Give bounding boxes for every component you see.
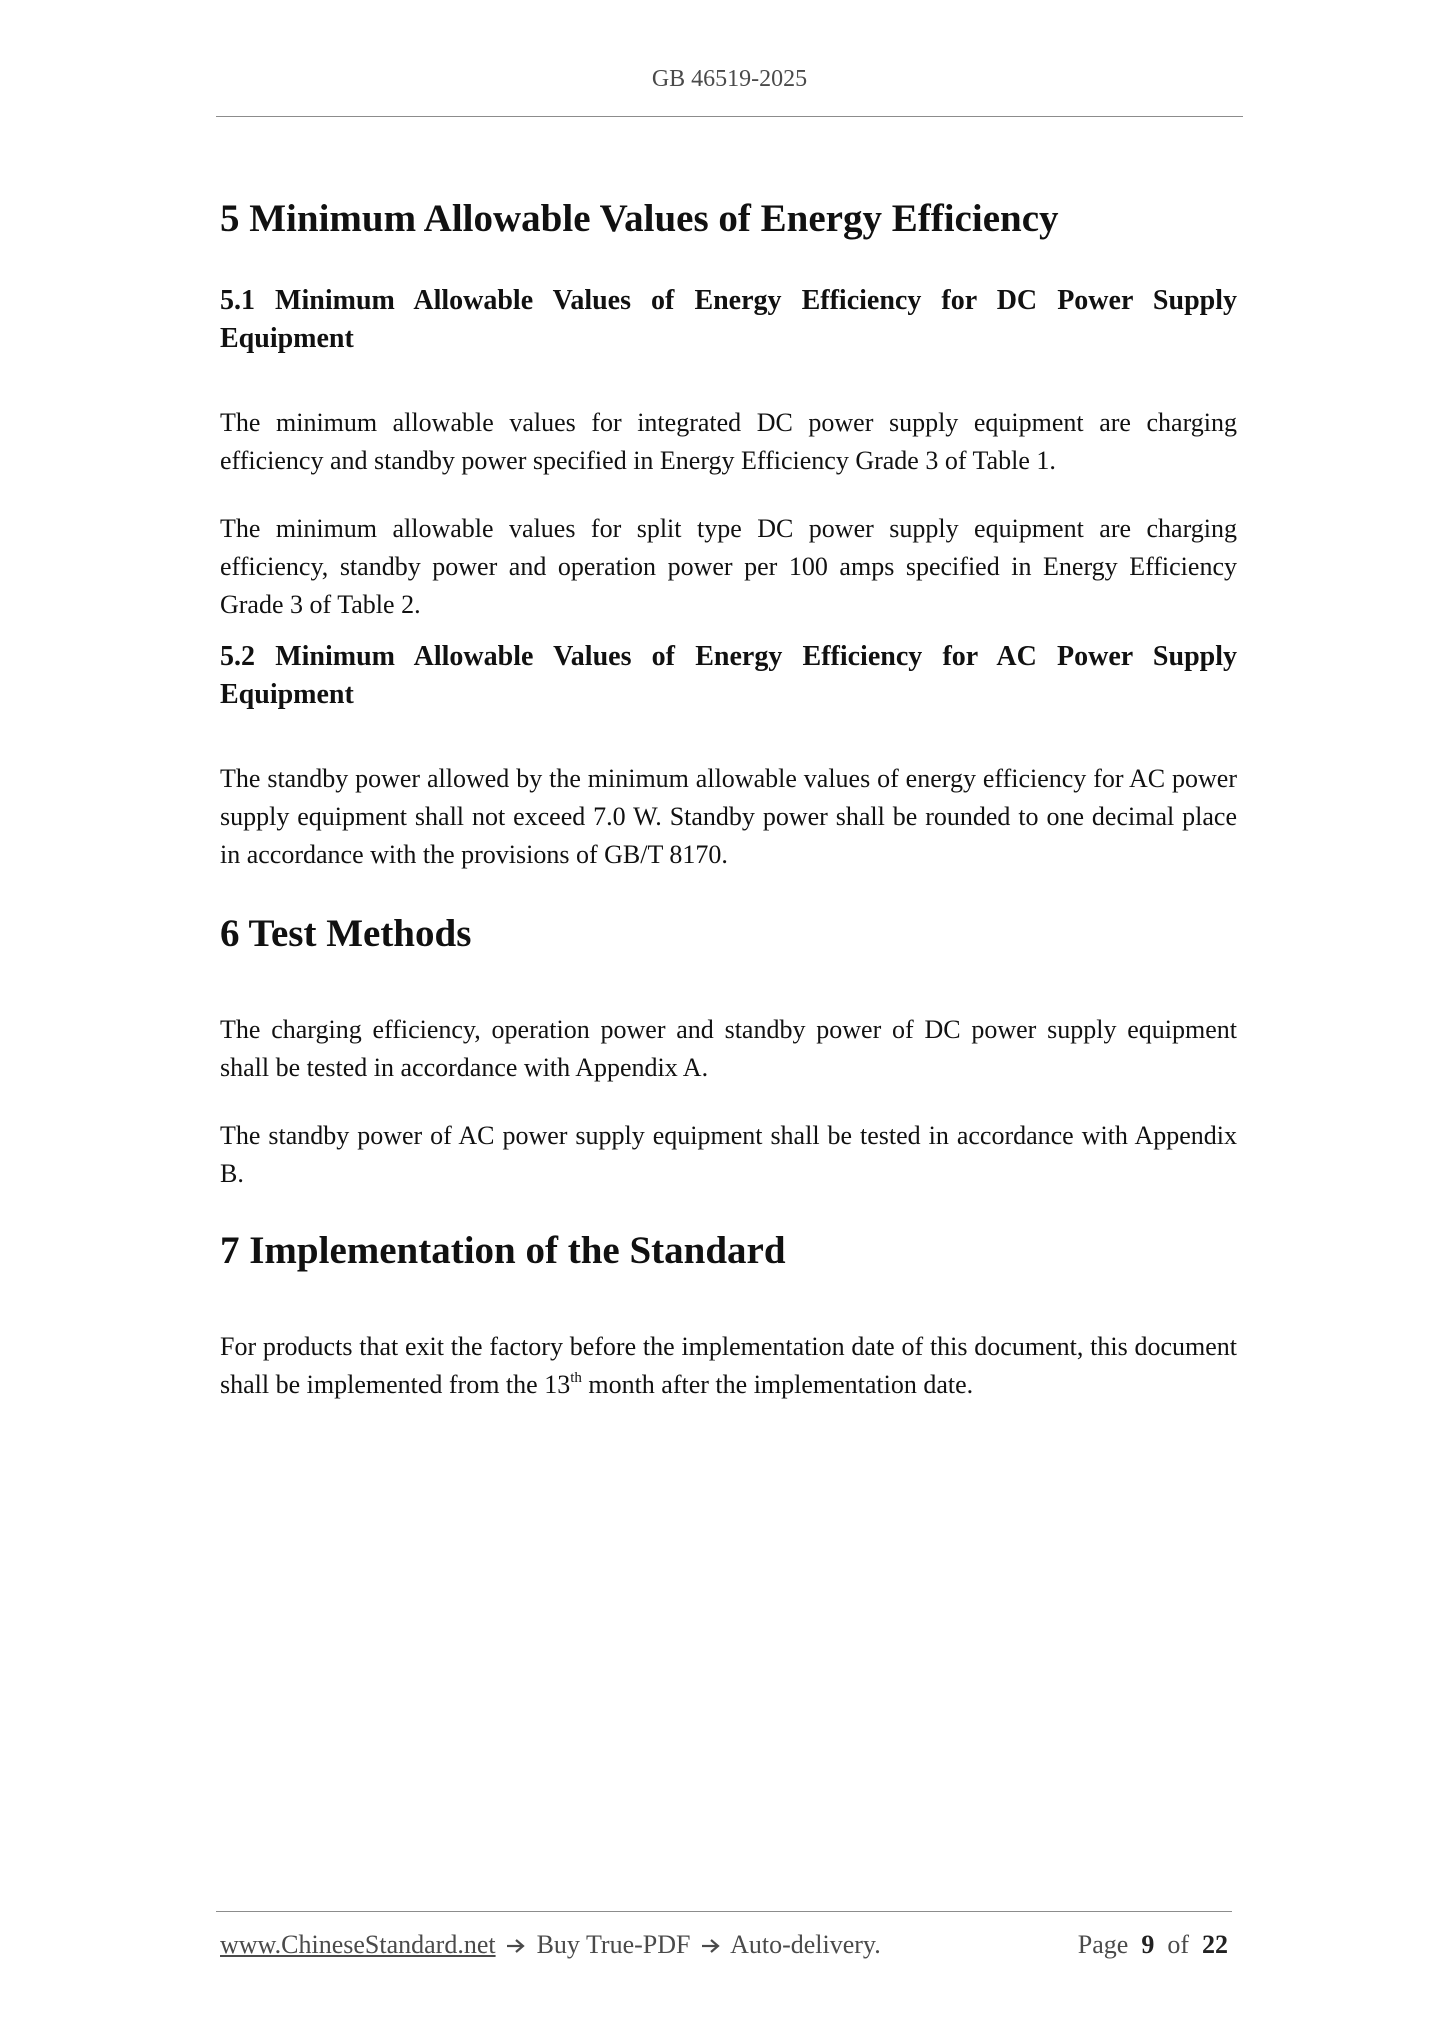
buy-pdf-text: Buy True-PDF [536, 1930, 691, 1959]
section-5-1-heading-line2: Equipment [220, 323, 354, 354]
section-5-2-heading [220, 638, 1237, 714]
page-footer [220, 1930, 1232, 1964]
right-arrow-icon [506, 1930, 526, 1960]
ordinal-suffix: th [570, 1370, 582, 1386]
section-5-1-heading-line1: 5.1 Minimum Allowable Values of Energy Efficiency for DC Power Supply [220, 285, 1237, 316]
section-5-1-heading [220, 282, 1237, 358]
of-label: of [1167, 1930, 1189, 1959]
section-5-2-heading-line2: Equipment [220, 679, 354, 710]
page-label: Page [1077, 1930, 1129, 1959]
auto-delivery-text: Auto-delivery. [730, 1930, 881, 1959]
footer-promo [220, 1930, 881, 1960]
section-7-heading: 7 Implementation of the Standard [220, 1229, 786, 1272]
total-pages: 22 [1202, 1930, 1228, 1959]
section-6-paragraph-1: The charging efficiency, operation power and standby power of DC power supply equipment shall be tested in accordance with Appendix A. [220, 1015, 1237, 1082]
section-5-1-paragraph-1: The minimum allowable values for integrated DC power supply equipment are charging efficiency and standby power specified in Energy Efficiency Grade 3 of Table 1. [220, 408, 1237, 475]
section-6-paragraph-2: The standby power of AC power supply equipment shall be tested in accordance with Appendix B. [220, 1121, 1237, 1188]
footer-divider [216, 1911, 1232, 1912]
section-6-heading: 6 Test Methods [220, 912, 472, 955]
current-page-number: 9 [1141, 1930, 1155, 1959]
section-5-2-heading-line1: 5.2 Minimum Allowable Values of Energy Efficiency for AC Power Supply [220, 641, 1237, 672]
website-link[interactable]: www.ChineseStandard.net [220, 1930, 496, 1959]
header-divider [216, 116, 1243, 117]
page-number-indicator [1078, 1930, 1228, 1960]
section-7-text-before: For products that exit the factory before the implementation date of this document, this document shall be implemented from the 13 [220, 1332, 1237, 1399]
section-5-1-paragraph-2: The minimum allowable values for split type DC power supply equipment are charging efficiency, standby power and operation power per 100 amps specified in Energy Efficiency Grade 3 of Table 2. [220, 514, 1237, 619]
section-7-text-after: month after the implementation date. [581, 1370, 974, 1399]
right-arrow-icon [701, 1930, 721, 1960]
section-5-2-paragraph-1: The standby power allowed by the minimum allowable values of energy efficiency for AC power supply equipment shall not exceed 7.0 W. Standby power shall be rounded to one decimal place in accordance with the provisions of GB/T 8170. [220, 764, 1237, 869]
running-header: GB 46519-2025 [651, 66, 808, 92]
section-5-heading: 5 Minimum Allowable Values of Energy Efficiency [220, 197, 1059, 240]
section-7-paragraph-1 [220, 1328, 1237, 1404]
